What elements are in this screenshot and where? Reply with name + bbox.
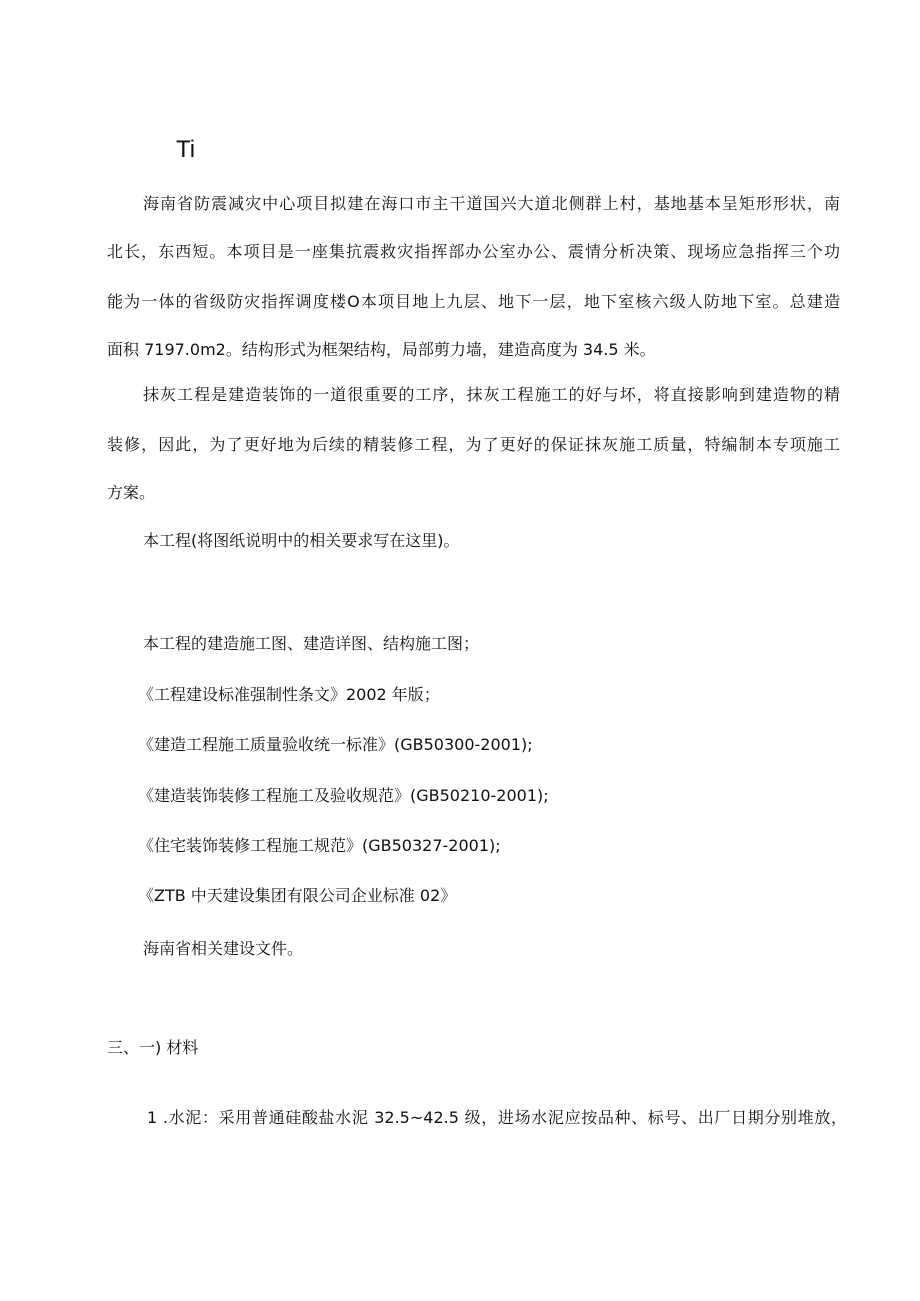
paragraph-1-line-2: 北长，东西短。本项目是一座集抗震救灾指挥部办公室办公、震情分析决策、现场应急指挥三个功 — [107, 242, 840, 261]
document-heading: Ti — [176, 136, 196, 163]
paragraph-3: 本工程(将图纸说明中的相关要求写在这里)。 — [143, 531, 460, 550]
reference-item: 《建造工程施工质量验收统一标准》(GB50300-2001); — [138, 735, 533, 754]
reference-item: 海南省相关建设文件。 — [143, 939, 304, 958]
reference-item: 《ZTB 中天建设集团有限公司企业标准 02》 — [138, 886, 457, 905]
paragraph-1-line-3: 能为一体的省级防灾指挥调度楼O本项目地上九层、地下一层，地下室核六级人防地下室。总建造 — [107, 292, 840, 311]
paragraph-2-line-1: 抹灰工程是建造装饰的一道很重要的工序，抹灰工程施工的好与坏，将直接影响到建造物的精 — [143, 385, 840, 404]
reference-item: 《建造装饰装修工程施工及验收规范》(GB50210-2001); — [138, 786, 549, 805]
paragraph-1-line-1: 海南省防震减灾中心项目拟建在海口市主干道国兴大道北侧群上村，基地基本呈矩形形状，南 — [143, 194, 840, 213]
reference-item: 本工程的建造施工图、建造详图、结构施工图； — [143, 634, 480, 653]
reference-item: 《工程建设标准强制性条文》2002 年版； — [138, 685, 440, 704]
reference-item: 《住宅装饰装修工程施工规范》(GB50327-2001); — [138, 836, 501, 855]
section-heading: 三、一) 材料 — [107, 1038, 199, 1057]
paragraph-2-line-3: 方案。 — [107, 483, 156, 502]
paragraph-1-line-4: 面积 7197.0m2。结构形式为框架结构，局部剪力墙，建造高度为 34.5 米。 — [107, 340, 656, 359]
material-item-1: 1 .水泥：采用普通硅酸盐水泥 32.5~42.5 级，进场水泥应按品种、标号、出厂日期分别堆放， — [147, 1108, 847, 1127]
paragraph-2-line-2: 装修，因此，为了更好地为后续的精装修工程，为了更好的保证抹灰施工质量，特编制本专项施工 — [107, 435, 840, 454]
